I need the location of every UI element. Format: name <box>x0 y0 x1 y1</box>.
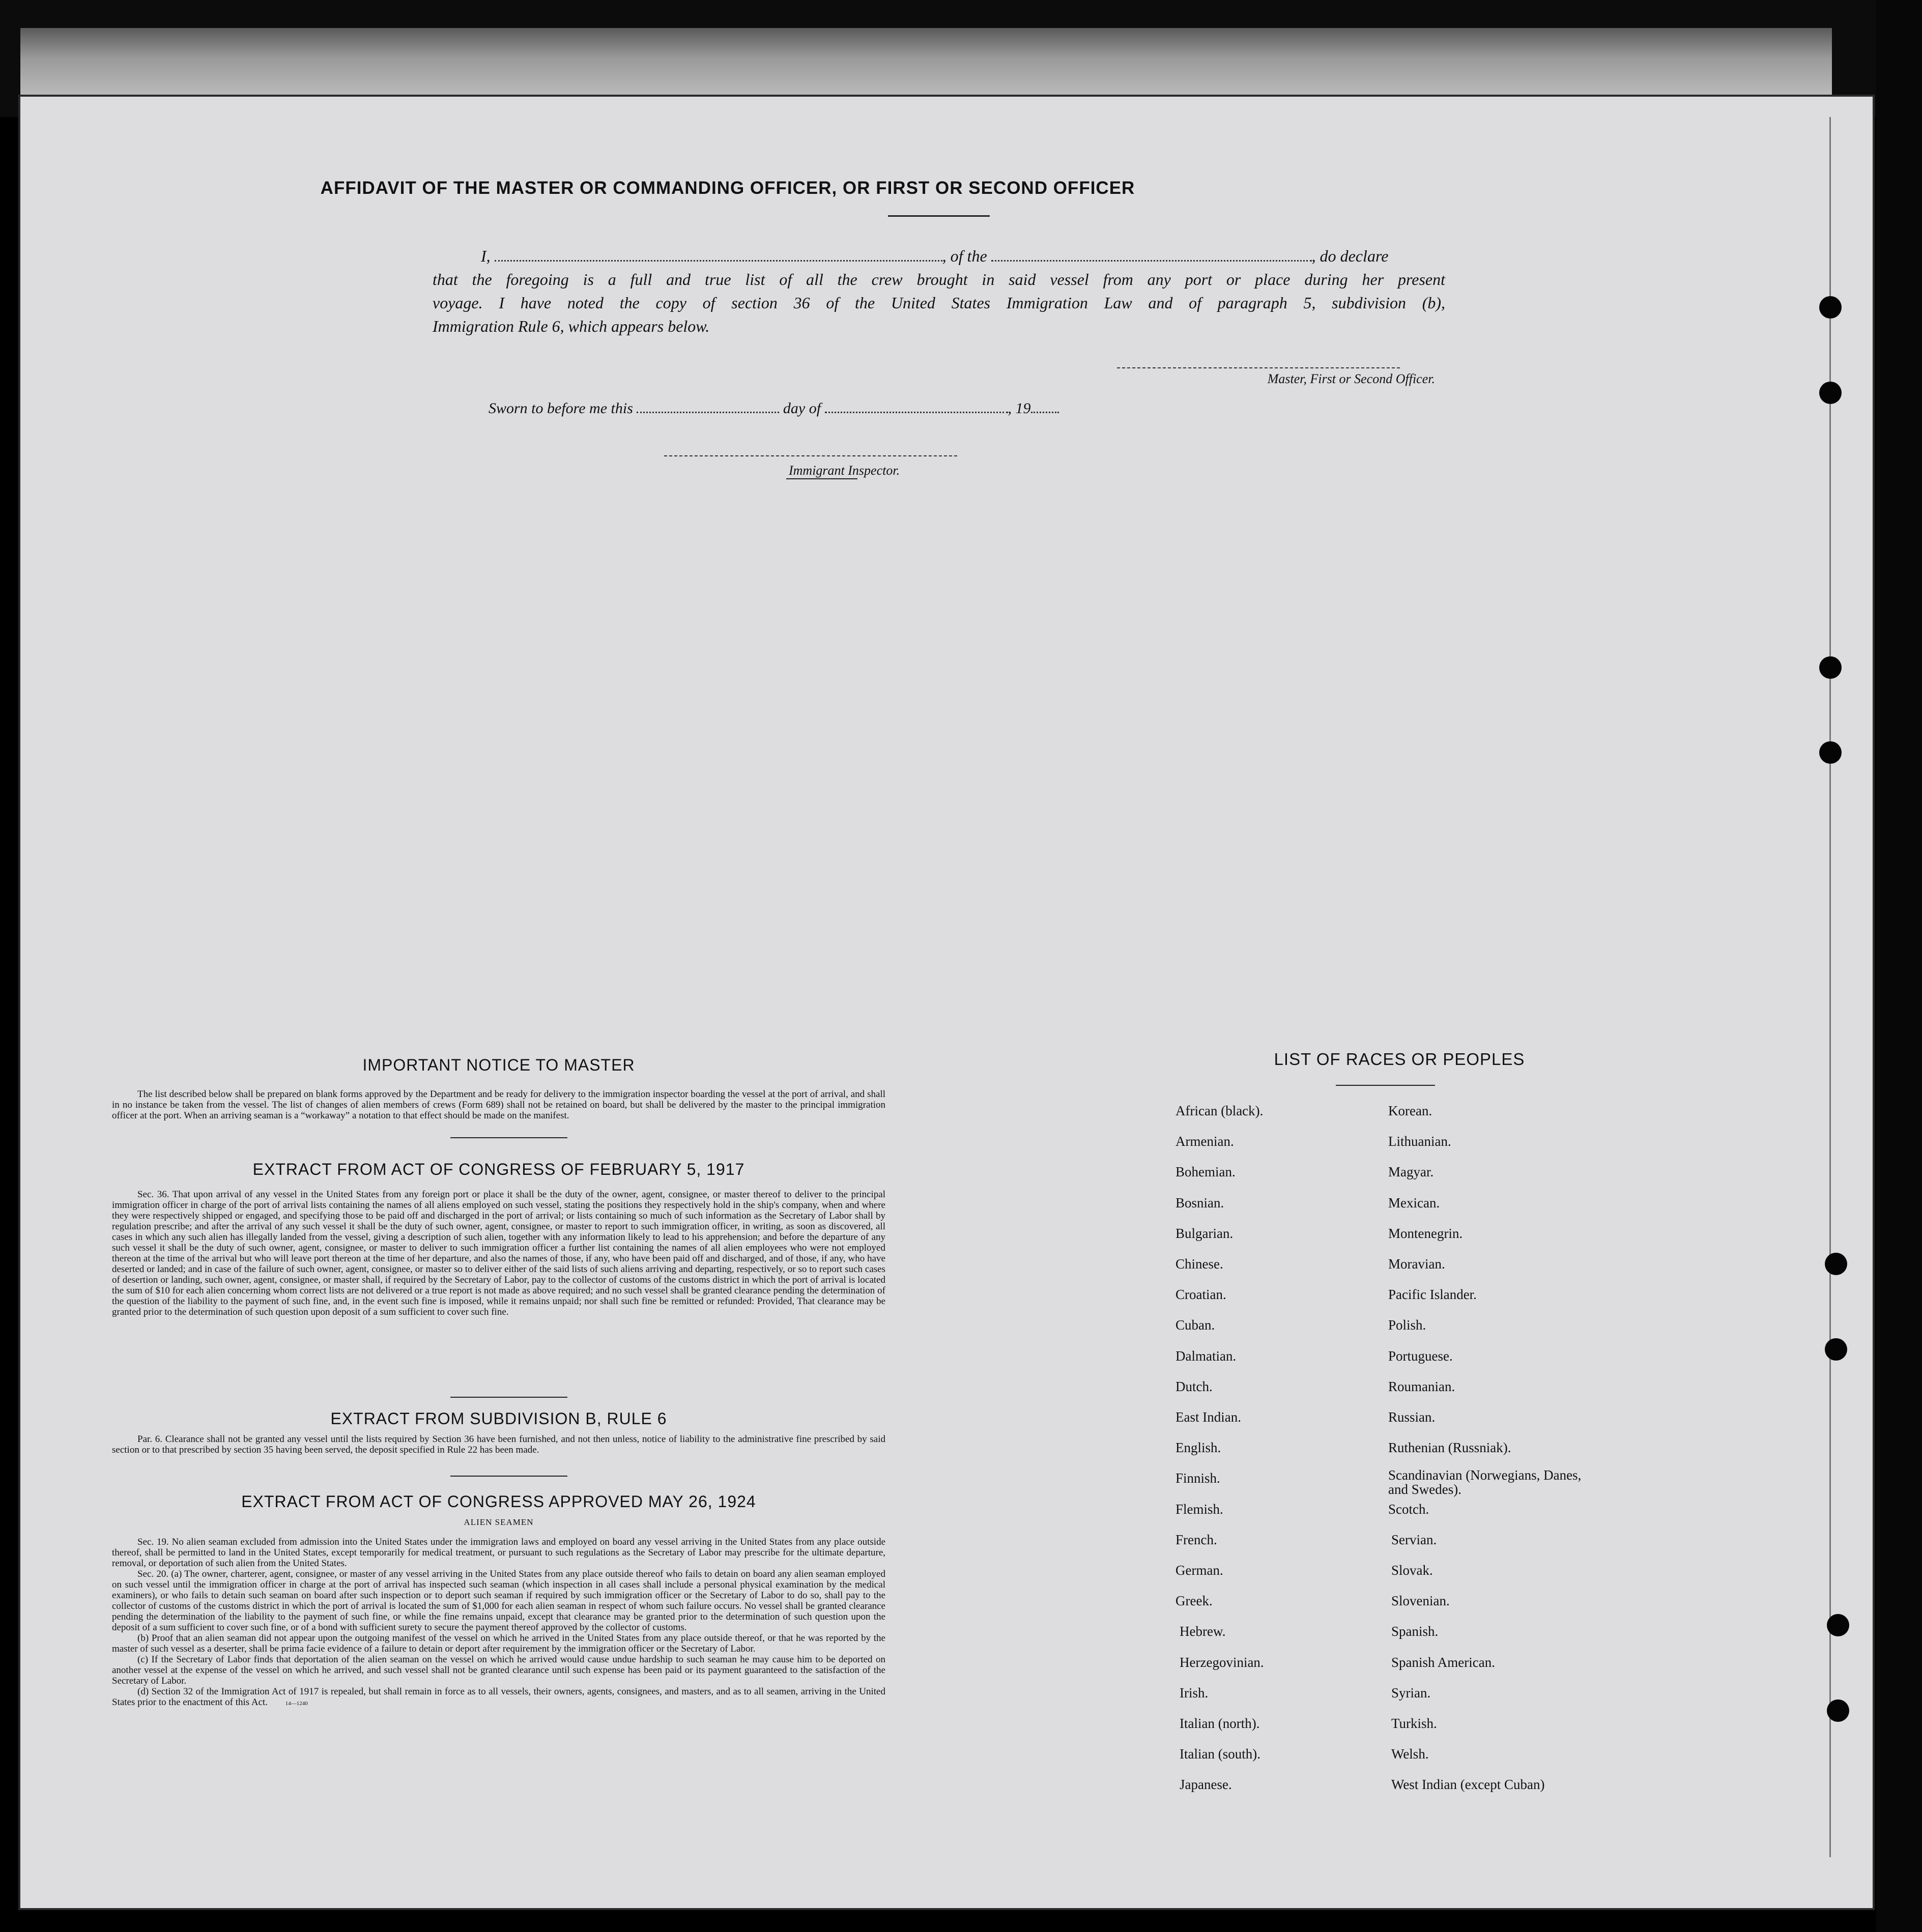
inspector-caption-rule <box>786 478 857 479</box>
race-item: Italian (north). <box>1180 1716 1260 1731</box>
declarant-prefix: I, <box>481 247 491 265</box>
race-item: Magyar. <box>1388 1164 1434 1180</box>
race-item: Montenegrin. <box>1388 1225 1463 1241</box>
race-item: Pacific Islander. <box>1388 1287 1477 1303</box>
declarant-name-field[interactable] <box>495 247 942 262</box>
affidavit-line-2: that the foregoing is a full and true list of all the crew brought in said vessel from any port or place during her present <box>433 270 1445 289</box>
extract-1917-rule <box>450 1397 567 1398</box>
race-item: Portuguese. <box>1388 1348 1453 1364</box>
race-item: Slovak. <box>1391 1563 1433 1578</box>
subdivision-b-body: Par. 6. Clearance shall not be granted any vessel until the lists required by Section 36 have been furnished, and not then unless, notice of liability to the administrative fine prescribed by said section or to that prescribed by section 35 having been served, the deposit specified in Rule 22 has been made. <box>112 1434 885 1455</box>
sworn-line <box>489 398 1059 417</box>
race-item: Bulgarian. <box>1175 1225 1233 1241</box>
inspector-signature-line[interactable] <box>664 455 959 456</box>
affidavit-body <box>433 244 1445 338</box>
race-item: Chinese. <box>1175 1256 1223 1272</box>
sec-20a: Sec. 20. (a) The owner, charterer, agent, consignee, or master of any vessel arriving in the United States from any place outside thereof who fails to detain on board any alien seaman employed on such vessel until the immigration officer in charge at the port of arrival has inspected such seaman (which inspection in all cases shall include a personal physical examination by the medical examiners), or who fails to detain such seaman on board after such inspection or to deport such seaman if required by such immigration officer or the Secretary of Labor to do so, shall pay to the collector of customs of the customs district in which the port of arrival is located the sum of $1,000 for each alien seaman in respect of whom such failure occurs. No vessel shall be granted clearance pending the determination of the liability to the payment of such fine, or while the fine remains unpaid, except that clearance may be granted prior to the determination of such question upon the deposit of a sum sufficient to cover such fine, or of a bond with sufficient surety to secure the payment thereof approved by the collector of customs. <box>112 1569 885 1633</box>
race-item: Turkish. <box>1391 1716 1437 1731</box>
year-label: , 19 <box>1008 400 1031 417</box>
race-item: Scandinavian (Norwegians, Danes, and Swedes). <box>1388 1467 1582 1497</box>
race-item: German. <box>1175 1563 1223 1578</box>
punch-hole-4 <box>1819 741 1842 764</box>
race-item: Russian. <box>1388 1409 1436 1425</box>
page-top-edge <box>20 28 1832 104</box>
race-item: Bohemian. <box>1175 1164 1236 1180</box>
affidavit-line-3: voyage. I have noted the copy of section 36 of the United States Immigration Law and of paragraph 5, subdivision (b), <box>433 294 1445 312</box>
race-item: African (black). <box>1175 1103 1264 1118</box>
notice-title: IMPORTANT NOTICE TO MASTER <box>362 1056 635 1074</box>
vessel-prefix: , of the <box>942 247 987 265</box>
sec-20d: (d) Section 32 of the Immigration Act of 1917 is repealed, but shall remain in force as to all vessels, their owners, agents, consignees, and masters, and as to all seamen, arriving in the United States prior to the enactment of this Act. 14—1240 <box>112 1686 885 1708</box>
title-rule <box>888 215 990 217</box>
punch-hole-2 <box>1819 382 1842 404</box>
race-item: Servian. <box>1391 1532 1437 1547</box>
race-item: Armenian. <box>1175 1134 1234 1149</box>
race-item: Moravian. <box>1388 1256 1445 1272</box>
punch-hole-1 <box>1819 296 1842 319</box>
affidavit-line-1 <box>433 244 1445 268</box>
race-item: Hebrew. <box>1180 1624 1226 1639</box>
races-rule <box>1336 1085 1435 1086</box>
punch-hole-6 <box>1825 1338 1847 1361</box>
sworn-label: Sworn to before me this <box>489 400 633 417</box>
race-item: Lithuanian. <box>1388 1134 1451 1149</box>
sec-20c: (c) If the Secretary of Labor finds that deportation of the alien seaman on the vessel on which he arrived would cause undue hardship to such seaman he may cause him to be deported on another vessel at the expense of the vessel on which he arrived, and such vessel shall not be granted clearance until such expense has been paid or its payment guaranteed to the satisfaction of the Secretary of Labor. <box>112 1654 885 1686</box>
race-item: Irish. <box>1180 1685 1209 1700</box>
extract-1917-title: EXTRACT FROM ACT OF CONGRESS OF FEBRUARY 5, 1917 <box>252 1160 745 1178</box>
form-number: 14—1240 <box>285 1700 308 1707</box>
extract-1917-body: Sec. 36. That upon arrival of any vessel in the United States from any foreign port or place it shall be the duty of the owner, agent, consignee, or master thereof to deliver to the principal immigration officer in charge of the port of arrival lists containing the names of all aliens employed on such vessel, stating the positions they respectively hold in the ship's company, when and where they were respectively shipped or engaged, and specifying those to be paid off and discharged in the port of arrival; or lists containing so much of such information as the Secretary of Labor shall by regulation prescribe; and after the arrival of any such vessel it shall be the duty of such owner, agent, consignee, or master to report to such immigration officer, in writing, as soon as discovered, all cases in which any such alien has illegally landed from the vessel, giving a description of such alien, together with any information likely to lead to his apprehension; and before the departure of any such vessel it shall be the duty of such owner, agent, consignee, or master to deliver to such immigration officer a further list containing the names of all alien employees who were not employed thereon at the time of the arrival but who will leave port thereon at the time of her departure, and also the names of those, if any, who have been paid off and discharged, and of those, if any, who have deserted or landed; and in case of the failure of such owner, agent, consignee, or master so to deliver either of the said lists of such aliens arriving and departing, respectively, or so to report such cases of desertion or landing, such owner, agent, consignee, or master shall, if required by the Secretary of Labor, pay to the collector of customs of the customs district in which the port of arrival is located the sum of $10 for each alien concerning whom correct lists are not delivered or a true report is not made as above required; and no such vessel shall be granted clearance pending the determination of the question of the liability to the payment of such fine, and, in the event such fine is imposed, while it remains unpaid; nor shall such fine be remitted or refunded: Provided, That clearance may be granted prior to the determination of such question upon deposit of a sum sufficient to cover such fine. <box>112 1189 885 1317</box>
race-item: Spanish American. <box>1391 1654 1495 1670</box>
race-item: Dalmatian. <box>1175 1348 1237 1364</box>
sworn-year-field[interactable] <box>1031 398 1059 413</box>
race-item: French. <box>1175 1532 1217 1547</box>
race-item: Welsh. <box>1391 1746 1429 1762</box>
master-signature-line[interactable] <box>1117 367 1402 368</box>
punch-hole-3 <box>1819 656 1842 679</box>
subdivision-b-title: EXTRACT FROM SUBDIVISION B, RULE 6 <box>330 1409 667 1428</box>
day-of-label: day of <box>783 400 821 417</box>
race-item: Japanese. <box>1180 1777 1232 1793</box>
scan-right-border <box>1876 0 1922 1932</box>
race-item: Syrian. <box>1391 1685 1431 1700</box>
extract-1924-body <box>112 1537 885 1709</box>
race-item: Polish. <box>1388 1317 1426 1333</box>
punch-hole-5 <box>1825 1253 1847 1275</box>
race-item: Korean. <box>1388 1103 1432 1118</box>
race-item: West Indian (except Cuban) <box>1391 1777 1545 1793</box>
race-item: Bosnian. <box>1175 1195 1224 1210</box>
page-fold-line <box>1829 117 1831 1857</box>
race-item: East Indian. <box>1175 1409 1241 1425</box>
sworn-day-field[interactable] <box>637 398 779 413</box>
race-item: Mexican. <box>1388 1195 1440 1210</box>
extract-1924-title: EXTRACT FROM ACT OF CONGRESS APPROVED MAY 26, 1924 <box>241 1492 756 1511</box>
race-item: Dutch. <box>1175 1378 1213 1394</box>
race-item: Spanish. <box>1391 1624 1439 1639</box>
affidavit-title: AFFIDAVIT OF THE MASTER OR COMMANDING OFFICER, OR FIRST OR SECOND OFFICER <box>320 178 1135 198</box>
sec-19: Sec. 19. No alien seaman excluded from admission into the United States under the immigration laws and employed on board any vessel arriving in the United States from any place outside thereof, shall be permitted to land in the United States, except temporarily for medical treatment, or pursuant to such regulations as the Secretary of Labor may prescribe for the ultimate departure, removal, or deportation of such alien from the United States. <box>112 1537 885 1569</box>
race-item: English. <box>1175 1440 1221 1456</box>
race-item: Herzegovinian. <box>1180 1654 1264 1670</box>
race-item: Scotch. <box>1388 1501 1429 1517</box>
notice-body: The list described below shall be prepared on blank forms approved by the Department and be ready for delivery to the immigration inspector boarding the vessel at the port of arrival, and shall in no instance be taken from the vessel. The list of changes of alien members of crews (Form 689) shall not be retained on board, but shall be delivered by the master to the principal immigration officer at the port. When an arriving seaman is a “workaway” a notation to that effect should be made on the manifest. <box>112 1089 885 1121</box>
races-title: LIST OF RACES OR PEOPLES <box>1274 1050 1525 1069</box>
race-item: Croatian. <box>1175 1287 1226 1303</box>
alien-seamen-subtitle: ALIEN SEAMEN <box>464 1517 534 1527</box>
race-item: Greek. <box>1175 1593 1213 1609</box>
inspector-caption: Immigrant Inspector. <box>789 463 900 478</box>
sec-20b: (b) Proof that an alien seaman did not appear upon the outgoing manifest of the vessel on which he arrived in the United States from any place outside thereof, or that he was reported by the master of such vessel as a deserter, shall be prima facie evidence of a failure to detain or deport after requirement by the immigration officer or the Secretary of Labor. <box>112 1633 885 1654</box>
race-item: Roumanian. <box>1388 1378 1455 1394</box>
race-item: Finnish. <box>1175 1470 1220 1486</box>
race-item: Cuban. <box>1175 1317 1215 1333</box>
race-item: Italian (south). <box>1180 1746 1260 1762</box>
declare-text: , do declare <box>1311 247 1389 265</box>
punch-hole-7 <box>1827 1614 1849 1636</box>
sworn-month-field[interactable] <box>825 398 1008 413</box>
master-signature-caption: Master, First or Second Officer. <box>1267 371 1435 386</box>
vessel-name-field[interactable] <box>991 247 1312 262</box>
race-item: Ruthenian (Russniak). <box>1388 1440 1511 1456</box>
punch-hole-8 <box>1827 1699 1849 1722</box>
subdivision-b-rule <box>450 1476 567 1477</box>
notice-rule <box>450 1137 567 1138</box>
race-item: Slovenian. <box>1391 1593 1450 1609</box>
race-item: Flemish. <box>1175 1501 1223 1517</box>
affidavit-line-4: Immigration Rule 6, which appears below. <box>433 317 710 335</box>
